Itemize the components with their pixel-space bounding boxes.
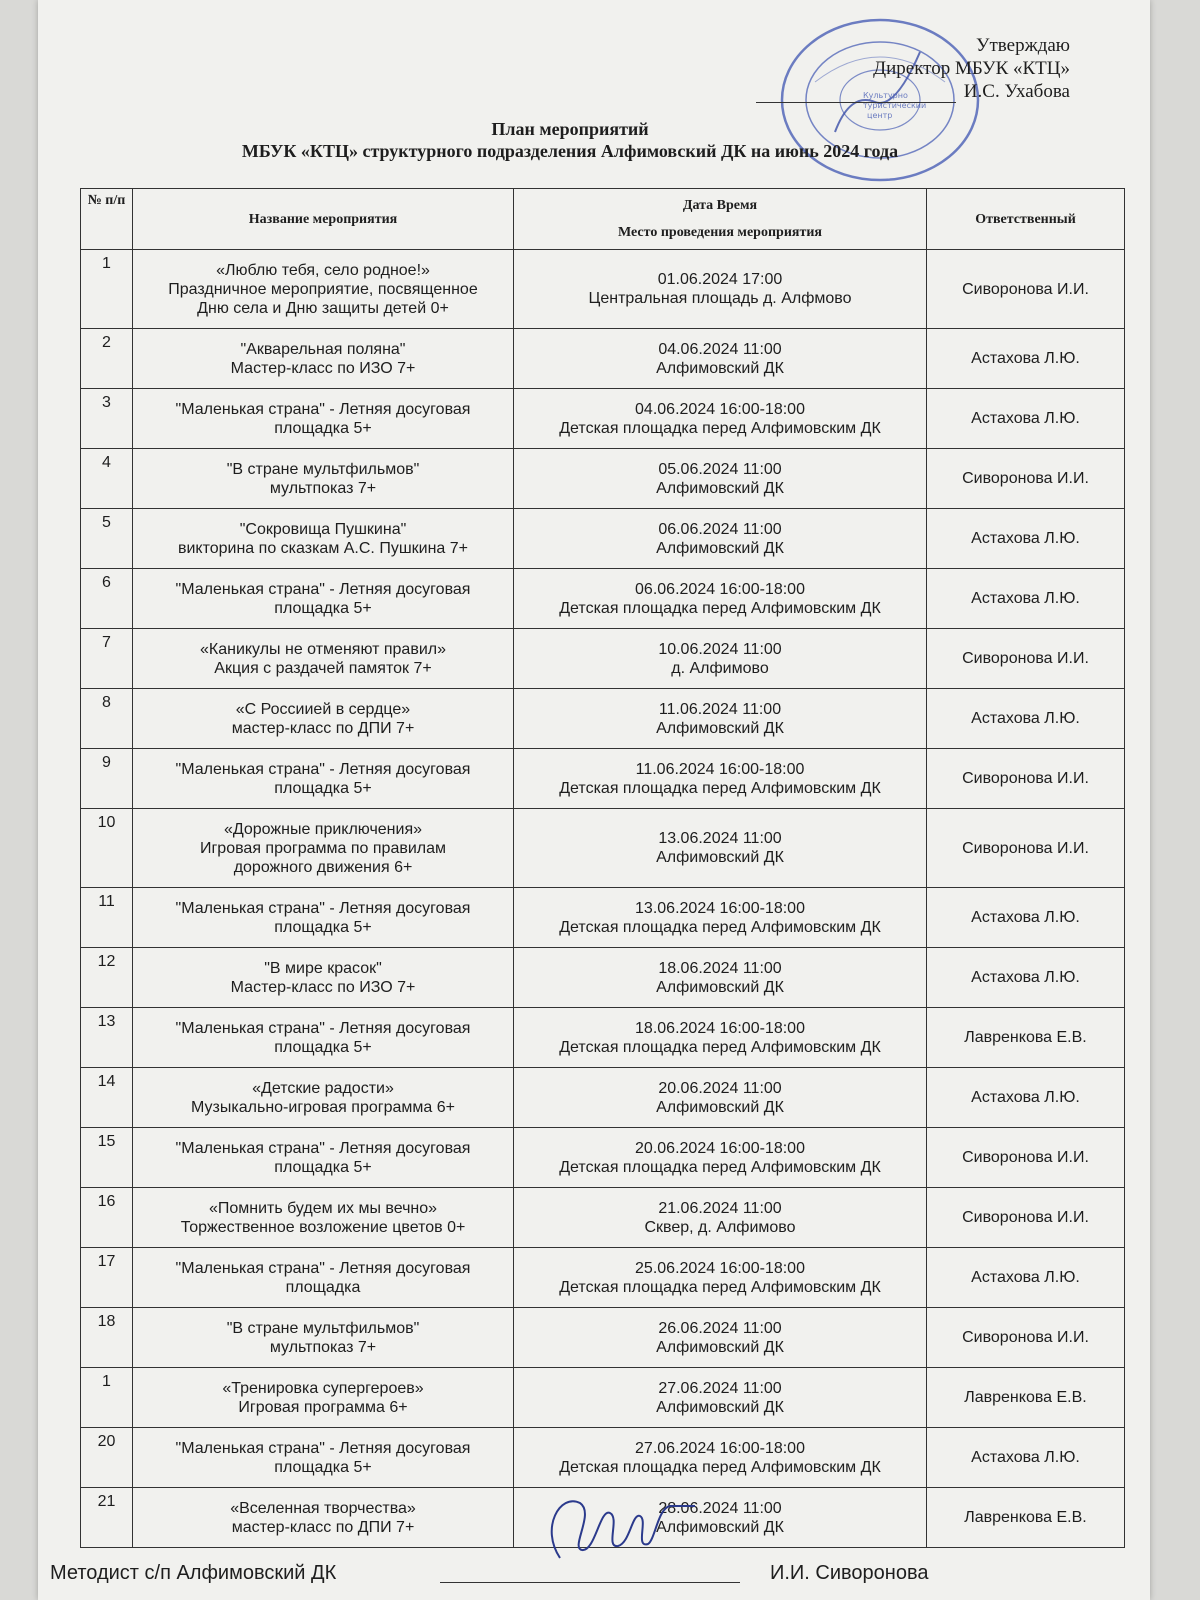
table-row — [81, 449, 1125, 509]
event-date-place-cell — [514, 1248, 927, 1308]
events-table — [80, 188, 1125, 1548]
row-number: 10 — [81, 809, 133, 888]
event-date: 05.06.2024 11:00 — [658, 460, 782, 478]
event-date-place-cell — [514, 1008, 927, 1068]
event-name-line-2: Мастер-класс по ИЗО 7+ — [230, 978, 416, 996]
event-name-cell — [133, 1368, 514, 1428]
event-date-place-cell — [514, 1308, 927, 1368]
event-name-line-1: "Маленькая страна" - Летняя досуговая — [175, 400, 471, 418]
event-responsible: Астахова Л.Ю. — [927, 888, 1125, 948]
event-name-line-2: площадка 5+ — [274, 779, 372, 797]
event-place: Алфимовский ДК — [656, 849, 784, 866]
event-date: 04.06.2024 11:00 — [658, 340, 782, 358]
event-name-line-2: площадка 5+ — [274, 419, 372, 437]
event-date: 04.06.2024 16:00-18:00 — [635, 400, 805, 418]
event-responsible: Лавренкова Е.В. — [927, 1368, 1125, 1428]
event-name-line-1: «Люблю тебя, село родное!» — [216, 261, 430, 279]
event-responsible: Сиворонова И.И. — [927, 749, 1125, 809]
event-date: 06.06.2024 11:00 — [658, 520, 782, 538]
event-date-place-cell — [514, 389, 927, 449]
row-number: 15 — [81, 1128, 133, 1188]
table-row — [81, 749, 1125, 809]
event-name-line-2: мультпоказ 7+ — [269, 479, 377, 497]
event-responsible: Сиворонова И.И. — [927, 629, 1125, 689]
event-date: 01.06.2024 17:00 — [657, 271, 783, 288]
svg-text:туристический: туристический — [863, 101, 927, 110]
event-name-line-2: Торжественное возложение цветов 0+ — [180, 1218, 466, 1236]
event-name-line-1: "В стране мультфильмов" — [226, 460, 420, 478]
event-name-cell — [133, 329, 514, 389]
event-name-line-1: "В стране мультфильмов" — [226, 1319, 420, 1337]
table-row — [81, 1248, 1125, 1308]
event-date: 10.06.2024 11:00 — [658, 640, 782, 658]
event-date: 18.06.2024 11:00 — [658, 959, 782, 977]
event-place: Алфимовский ДК — [656, 1098, 784, 1116]
event-date-place-cell — [514, 1068, 927, 1128]
table-row — [81, 329, 1125, 389]
event-name-line-1: "Маленькая страна" - Летняя досуговая — [175, 1019, 471, 1037]
event-name-line-2: мастер-класс по ДПИ 7+ — [231, 1518, 415, 1536]
event-date-place-cell — [514, 569, 927, 629]
event-place: Детская площадка перед Алфимовским ДК — [559, 1458, 881, 1476]
header-name: Название мероприятия — [133, 189, 514, 250]
event-date: 13.06.2024 16:00-18:00 — [635, 899, 805, 917]
header-place: Место проведения мероприятия — [618, 225, 822, 240]
event-date: 26.06.2024 11:00 — [658, 1319, 782, 1337]
event-responsible: Астахова Л.Ю. — [927, 948, 1125, 1008]
event-responsible: Астахова Л.Ю. — [927, 329, 1125, 389]
row-number: 8 — [81, 689, 133, 749]
event-place: Алфимовский ДК — [656, 479, 784, 497]
event-date: 28.06.2024 11:00 — [658, 1499, 782, 1517]
event-responsible: Сиворонова И.И. — [927, 449, 1125, 509]
event-name-line-1: "Маленькая страна" - Летняя досуговая — [175, 760, 471, 778]
event-name-line-3: дорожного движения 6+ — [233, 858, 413, 876]
event-name-line-2: мультпоказ 7+ — [269, 1338, 377, 1356]
event-name-line-1: "Маленькая страна" - Летняя досуговая — [175, 1259, 471, 1277]
event-name-cell — [133, 1188, 514, 1248]
event-place: Детская площадка перед Алфимовским ДК — [559, 918, 881, 936]
event-name-cell — [133, 749, 514, 809]
row-number: 1 — [81, 1368, 133, 1428]
footer-signature-line — [440, 1582, 740, 1583]
event-place: Детская площадка перед Алфимовским ДК — [559, 599, 881, 617]
row-number: 18 — [81, 1308, 133, 1368]
row-number: 17 — [81, 1248, 133, 1308]
event-date-place-cell — [514, 948, 927, 1008]
event-name-cell — [133, 1428, 514, 1488]
event-name-cell — [133, 509, 514, 569]
row-number: 14 — [81, 1068, 133, 1128]
event-name-cell — [133, 389, 514, 449]
event-name-line-1: "Маленькая страна" - Летняя досуговая — [175, 580, 471, 598]
event-name-line-2: Игровая программа 6+ — [238, 1398, 408, 1416]
row-number: 12 — [81, 948, 133, 1008]
approval-signer — [740, 80, 1070, 103]
event-date-place-cell — [514, 1128, 927, 1188]
event-place: Алфимовский ДК — [656, 1338, 784, 1356]
event-date: 18.06.2024 16:00-18:00 — [635, 1019, 805, 1037]
event-date: 27.06.2024 11:00 — [658, 1379, 782, 1397]
approval-block — [740, 34, 1070, 103]
event-name-cell — [133, 569, 514, 629]
event-date: 20.06.2024 16:00-18:00 — [635, 1139, 805, 1157]
table-row — [81, 689, 1125, 749]
event-name-line-2: площадка 5+ — [274, 599, 372, 617]
event-date-place-cell — [514, 1428, 927, 1488]
event-name-line-2: площадка 5+ — [274, 1158, 372, 1176]
event-responsible: Сиворонова И.И. — [927, 1308, 1125, 1368]
event-responsible: Лавренкова Е.В. — [927, 1008, 1125, 1068]
event-name-cell — [133, 948, 514, 1008]
title-line-2: МБУК «КТЦ» структурного подразделения Алфимовский ДК на июнь 2024 года — [241, 141, 899, 161]
table-row — [81, 629, 1125, 689]
event-name-line-3: Дню села и Дню защиты детей 0+ — [197, 299, 449, 317]
event-name-line-2: Мастер-класс по ИЗО 7+ — [230, 359, 416, 377]
event-name-line-2: площадка 5+ — [274, 1458, 372, 1476]
event-name-line-1: «С Россиией в сердце» — [235, 700, 411, 718]
event-date: 25.06.2024 16:00-18:00 — [635, 1259, 805, 1277]
row-number: 13 — [81, 1008, 133, 1068]
table-row — [81, 250, 1125, 329]
event-name-line-1: "Маленькая страна" - Летняя досуговая — [175, 1139, 471, 1157]
event-responsible: Астахова Л.Ю. — [927, 689, 1125, 749]
event-place: Алфимовский ДК — [656, 359, 784, 377]
row-number: 9 — [81, 749, 133, 809]
event-name-line-1: "Акварельная поляна" — [240, 340, 406, 358]
event-place: Детская площадка перед Алфимовским ДК — [559, 1038, 881, 1056]
event-name-line-1: «Тренировка супергероев» — [222, 1379, 424, 1397]
event-place: Алфимовский ДК — [656, 1398, 784, 1416]
event-name-line-2: Игровая программа по правилам — [199, 839, 447, 857]
event-name-line-2: Праздничное мероприятие, посвященное — [168, 280, 478, 298]
table-row — [81, 1008, 1125, 1068]
event-name-line-2: площадка 5+ — [274, 1038, 372, 1056]
event-name-line-1: "Маленькая страна" - Летняя досуговая — [175, 899, 471, 917]
event-name-line-1: "Маленькая страна" - Летняя досуговая — [175, 1439, 471, 1457]
event-date-place-cell — [514, 1188, 927, 1248]
event-date-place-cell — [514, 1368, 927, 1428]
table-row — [81, 948, 1125, 1008]
table-row — [81, 888, 1125, 948]
event-name-cell — [133, 1488, 514, 1548]
event-responsible: Астахова Л.Ю. — [927, 389, 1125, 449]
event-responsible: Лавренкова Е.В. — [927, 1488, 1125, 1548]
event-responsible: Астахова Л.Ю. — [927, 1068, 1125, 1128]
event-date: 11.06.2024 11:00 — [658, 700, 782, 718]
event-place: Алфимовский ДК — [656, 1518, 784, 1536]
event-date-place-cell — [514, 629, 927, 689]
event-name-cell — [133, 888, 514, 948]
header-date-place — [514, 189, 927, 250]
row-number: 1 — [81, 250, 133, 329]
table-header-row — [81, 189, 1125, 250]
header-responsible: Ответственный — [927, 189, 1125, 250]
event-place: Центральная площадь д. Алфмово — [588, 290, 852, 307]
event-date-place-cell — [514, 888, 927, 948]
event-name-line-2: викторина по сказкам А.С. Пушкина 7+ — [177, 539, 469, 557]
footer-signature-block — [50, 1562, 1100, 1585]
event-place: Алфимовский ДК — [656, 978, 784, 996]
event-name-line-1: «Вселенная творчества» — [230, 1499, 416, 1517]
event-responsible: Сиворонова И.И. — [927, 250, 1125, 329]
table-row — [81, 809, 1125, 888]
svg-text:центр: центр — [867, 111, 893, 120]
event-responsible: Астахова Л.Ю. — [927, 1248, 1125, 1308]
event-responsible: Сиворонова И.И. — [927, 1128, 1125, 1188]
header-num: № п/п — [81, 189, 133, 250]
event-date-place-cell — [514, 329, 927, 389]
event-name-cell — [133, 1008, 514, 1068]
title-line-1: План мероприятий — [491, 119, 649, 139]
event-date: 21.06.2024 11:00 — [658, 1199, 782, 1217]
event-name-line-2: площадка — [285, 1278, 361, 1296]
event-name-cell — [133, 629, 514, 689]
event-date: 20.06.2024 11:00 — [658, 1079, 782, 1097]
methodist-signature — [520, 1488, 700, 1568]
event-date: 06.06.2024 16:00-18:00 — [635, 580, 805, 598]
table-row — [81, 389, 1125, 449]
table-row — [81, 509, 1125, 569]
event-date-place-cell — [514, 689, 927, 749]
event-date: 13.06.2024 11:00 — [658, 830, 782, 847]
event-name-cell — [133, 449, 514, 509]
event-name-cell — [133, 689, 514, 749]
event-name-cell — [133, 1068, 514, 1128]
event-name-line-1: "Сокровища Пушкина" — [239, 520, 407, 538]
event-name-line-2: площадка 5+ — [274, 918, 372, 936]
event-date: 11.06.2024 16:00-18:00 — [635, 760, 805, 778]
row-number: 11 — [81, 888, 133, 948]
event-date: 27.06.2024 16:00-18:00 — [635, 1439, 805, 1457]
event-name-line-1: «Помнить будем их мы вечно» — [208, 1199, 438, 1217]
row-number: 21 — [81, 1488, 133, 1548]
table-row — [81, 1128, 1125, 1188]
table-row — [81, 1368, 1125, 1428]
table-row — [81, 1308, 1125, 1368]
event-place: Алфимовский ДК — [656, 719, 784, 737]
event-name-line-1: «Детские радости» — [252, 1079, 394, 1097]
header-date: Дата Время — [682, 198, 758, 213]
approval-position: Директор МБУК «КТЦ» — [873, 58, 1070, 79]
row-number: 5 — [81, 509, 133, 569]
event-place: Алфимовский ДК — [656, 539, 784, 557]
table-row — [81, 569, 1125, 629]
event-date-place-cell — [514, 809, 927, 888]
event-name-line-1: «Каникулы не отменяют правил» — [199, 640, 446, 658]
footer-name: И.И. Сиворонова — [770, 1562, 929, 1584]
event-place: Детская площадка перед Алфимовским ДК — [559, 1158, 881, 1176]
event-place: Детская площадка перед Алфимовским ДК — [559, 779, 881, 797]
table-row — [81, 1188, 1125, 1248]
event-place: д. Алфимово — [671, 659, 769, 677]
approval-signature-line — [756, 102, 956, 103]
event-name-cell — [133, 1128, 514, 1188]
event-name-line-2: Музыкально-игровая программа 6+ — [191, 1098, 455, 1116]
event-place: Детская площадка перед Алфимовским ДК — [559, 1278, 881, 1296]
event-name-cell — [133, 250, 514, 329]
svg-text:Культурно: Культурно — [863, 91, 908, 100]
event-date-place-cell — [514, 509, 927, 569]
event-responsible: Сиворонова И.И. — [927, 1188, 1125, 1248]
row-number: 2 — [81, 329, 133, 389]
event-responsible: Астахова Л.Ю. — [927, 1428, 1125, 1488]
event-date-place-cell — [514, 250, 927, 329]
event-name-cell — [133, 1248, 514, 1308]
event-date-place-cell — [514, 449, 927, 509]
event-name-cell — [133, 809, 514, 888]
approval-signer-name: И.С. Ухабова — [963, 81, 1070, 102]
event-date-place-cell — [514, 749, 927, 809]
event-name-line-1: «Дорожные приключения» — [223, 820, 423, 838]
row-number: 20 — [81, 1428, 133, 1488]
event-name-line-2: Акция с раздачей памяток 7+ — [214, 659, 432, 677]
event-name-line-1: "В мире красок" — [264, 959, 382, 977]
row-number: 6 — [81, 569, 133, 629]
event-name-cell — [133, 1308, 514, 1368]
footer-position: Методист с/п Алфимовский ДК — [50, 1562, 337, 1584]
document-title — [120, 118, 1020, 162]
event-place: Сквер, д. Алфимово — [644, 1218, 796, 1236]
approval-label: Утверждаю — [976, 35, 1070, 56]
table-row — [81, 1068, 1125, 1128]
row-number: 3 — [81, 389, 133, 449]
row-number: 4 — [81, 449, 133, 509]
table-row — [81, 1428, 1125, 1488]
event-place: Детская площадка перед Алфимовским ДК — [559, 419, 881, 437]
event-responsible: Астахова Л.Ю. — [927, 569, 1125, 629]
row-number: 7 — [81, 629, 133, 689]
event-name-line-2: мастер-класс по ДПИ 7+ — [231, 719, 415, 737]
event-responsible: Сиворонова И.И. — [927, 809, 1125, 888]
row-number: 16 — [81, 1188, 133, 1248]
event-responsible: Астахова Л.Ю. — [927, 509, 1125, 569]
